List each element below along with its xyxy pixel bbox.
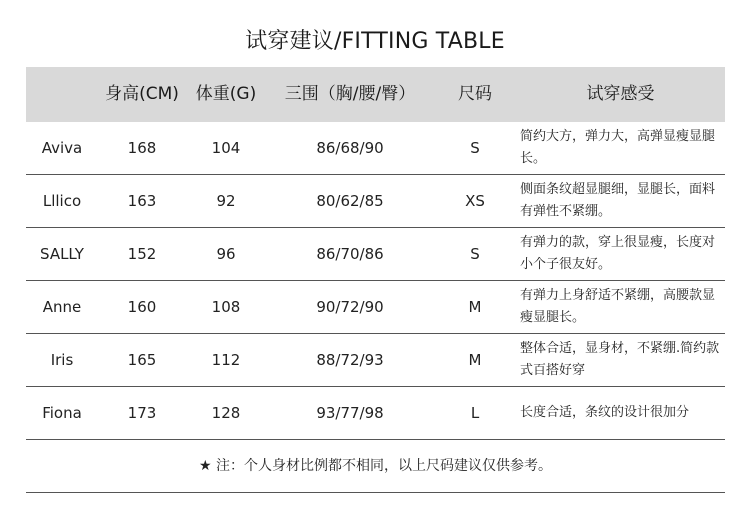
table-row bbox=[26, 122, 725, 175]
footnote: ★ 注：个人身材比例都不相同，以上尺码建议仅供参考。 bbox=[199, 458, 552, 474]
table-header bbox=[26, 67, 725, 122]
cell-size: S bbox=[470, 245, 480, 263]
cell-height: 168 bbox=[127, 139, 157, 157]
cell-feel: 整体合适，显身材，不紧绷.简约款式百搭好穿 bbox=[520, 341, 720, 378]
cell-height: 173 bbox=[127, 404, 157, 422]
cell-feel: 侧面条纹超显腿细，显腿长，面料有弹性不紧绷。 bbox=[520, 182, 716, 219]
footnote-row bbox=[26, 440, 725, 493]
header-name bbox=[26, 67, 98, 122]
header-height: 身高(CM) bbox=[105, 84, 179, 104]
cell-name: Aviva bbox=[41, 139, 83, 157]
cell-name: Iris bbox=[50, 351, 74, 369]
table-row bbox=[26, 334, 725, 387]
cell-measurements: 80/62/85 bbox=[316, 192, 384, 210]
cell-weight: 108 bbox=[211, 298, 241, 316]
cell-size: M bbox=[468, 298, 482, 316]
table-row bbox=[26, 281, 725, 334]
cell-measurements: 90/72/90 bbox=[316, 298, 384, 316]
header-weight: 体重(G) bbox=[195, 84, 257, 104]
cell-size: XS bbox=[465, 192, 485, 210]
cell-weight: 128 bbox=[211, 404, 241, 422]
cell-height: 165 bbox=[127, 351, 157, 369]
cell-feel: 有弹力上身舒适不紧绷，高腰款显瘦显腿长。 bbox=[520, 288, 716, 325]
cell-measurements: 86/70/86 bbox=[316, 245, 384, 263]
cell-measurements: 88/72/93 bbox=[316, 351, 384, 369]
cell-name: Fiona bbox=[42, 404, 82, 422]
cell-feel: 有弹力的款，穿上很显瘦，长度对小个子很友好。 bbox=[520, 235, 716, 272]
table-row bbox=[26, 387, 725, 440]
cell-weight: 92 bbox=[216, 192, 236, 210]
cell-weight: 96 bbox=[216, 245, 236, 263]
cell-height: 160 bbox=[127, 298, 157, 316]
cell-name: Anne bbox=[42, 298, 82, 316]
cell-height: 163 bbox=[127, 192, 157, 210]
cell-size: L bbox=[470, 404, 480, 422]
cell-measurements: 93/77/98 bbox=[316, 404, 384, 422]
header-measurements: 三围（胸/腰/臀） bbox=[284, 84, 416, 104]
table-row bbox=[26, 228, 725, 281]
page-title: 试穿建议/FITTING TABLE bbox=[245, 29, 505, 54]
header-size: 尺码 bbox=[458, 84, 492, 104]
cell-measurements: 86/68/90 bbox=[316, 139, 384, 157]
cell-weight: 104 bbox=[211, 139, 241, 157]
cell-weight: 112 bbox=[211, 351, 241, 369]
cell-height: 152 bbox=[127, 245, 157, 263]
cell-feel: 简约大方，弹力大，高弹显瘦显腿长。 bbox=[520, 129, 716, 166]
fitting-table bbox=[26, 67, 725, 493]
cell-name: SALLY bbox=[40, 245, 84, 263]
cell-size: M bbox=[468, 351, 482, 369]
cell-size: S bbox=[470, 139, 480, 157]
table-row bbox=[26, 175, 725, 228]
cell-name: Lllico bbox=[42, 192, 82, 210]
cell-feel: 长度合适，条纹的设计很加分 bbox=[520, 405, 690, 420]
header-feel: 试穿感受 bbox=[586, 84, 655, 104]
